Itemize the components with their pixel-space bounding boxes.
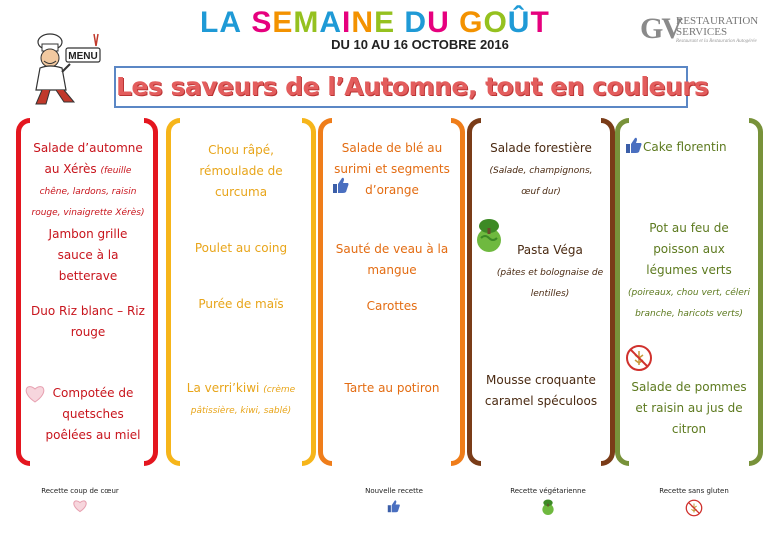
- banner-title: Les saveurs de l’Automne, tout en couleurs: [116, 72, 709, 101]
- dish: [332, 378, 452, 399]
- dish-name: Jambon grille sauce à la betterave: [48, 227, 128, 283]
- gluten-free-icon: [685, 499, 703, 517]
- bracket-right: [749, 118, 763, 466]
- dish: [38, 383, 148, 446]
- dish-name: Chou râpé, rémoulade de curcuma: [199, 143, 283, 199]
- heart-icon: [72, 499, 88, 513]
- dish-name: Poulet au coing: [194, 241, 288, 255]
- event-title-letter: D: [404, 6, 428, 39]
- brand-name: [676, 16, 758, 38]
- dish: [627, 377, 751, 440]
- bracket-right: [451, 118, 465, 466]
- dish-name: Cake florentin: [643, 140, 727, 154]
- event-title-letter: M: [293, 6, 320, 39]
- event-title-letter: T: [530, 6, 550, 39]
- dish: [184, 140, 298, 203]
- menu-banner: [114, 66, 709, 108]
- event-title-letter: [395, 6, 404, 40]
- dish: [178, 378, 304, 420]
- day-column-2: [166, 118, 316, 466]
- legend-label: Recette sans gluten: [659, 487, 729, 495]
- dish-name: Salade de blé au surimi et segments d’orange: [334, 141, 450, 197]
- dish-name: Tarte au potiron: [344, 381, 440, 395]
- legend-label: Recette coup de cœur: [41, 487, 119, 495]
- bracket-left: [16, 118, 30, 466]
- dish-note: (crème pâtissière, kiwi, sablé): [190, 385, 296, 416]
- event-title-letter: [242, 6, 251, 40]
- dish-name: Carottes: [366, 299, 418, 313]
- dish: [30, 224, 146, 287]
- day-column-4: [467, 118, 615, 466]
- dish-name: Salade de pommes et raisin au jus de citron: [631, 380, 747, 436]
- thumbs-up-icon: [625, 136, 643, 154]
- dish: [479, 138, 603, 201]
- dish-name: Purée de maïs: [198, 297, 284, 311]
- dish-note: (Salade, champignons, œuf dur): [489, 166, 593, 197]
- day-column-5: [615, 118, 763, 466]
- legend-label: Nouvelle recette: [365, 487, 423, 495]
- brand-mark: GV: [640, 12, 681, 45]
- dish-name: Salade d’automne au Xérès: [33, 141, 143, 176]
- dish-name: Mousse croquante caramel spéculoos: [484, 373, 598, 408]
- thumbs-up-icon: [387, 499, 401, 513]
- brand-name-line2: SERVICES: [676, 26, 728, 38]
- dish-name: Pot au feu de poisson aux légumes verts: [646, 221, 732, 277]
- event-title-letter: G: [459, 6, 484, 39]
- legend-gluten-free: [644, 487, 744, 517]
- dish-note: (pâtes et bolognaise de lentilles): [496, 268, 604, 299]
- event-title-letter: I: [342, 6, 352, 39]
- dish: [30, 301, 146, 343]
- event-title-letter: Û: [507, 6, 531, 39]
- legend-vegetarian: [498, 487, 598, 516]
- dish-name: La verri’kiwi: [186, 381, 260, 395]
- brand-name-line1: RESTAURATION: [676, 15, 759, 27]
- bracket-left: [318, 118, 332, 466]
- legend-new: [344, 487, 444, 513]
- chef-menu-sign: MENU: [68, 51, 98, 62]
- dish-name: Pasta Véga: [517, 243, 583, 257]
- dish: [30, 138, 146, 222]
- event-title-letter: [450, 6, 459, 40]
- dish: [332, 296, 452, 317]
- bracket-right: [302, 118, 316, 466]
- dish-name: Duo Riz blanc – Riz rouge: [31, 304, 145, 339]
- dish: [479, 370, 603, 412]
- dish: [332, 138, 452, 201]
- event-dates: DU 10 AU 16 OCTOBRE 2016: [331, 37, 509, 52]
- dish: [332, 239, 452, 281]
- dish: [184, 294, 298, 315]
- brand-logo: [640, 6, 765, 50]
- day-column-3: [318, 118, 465, 466]
- dish-note: (poireaux, chou vert, céleri branche, haricots verts): [628, 288, 750, 319]
- globe-tree-icon: [540, 499, 556, 516]
- legend-favourite: [30, 487, 130, 513]
- event-title-letter: O: [483, 6, 508, 39]
- dish-name: Salade forestière: [490, 141, 592, 155]
- event-title-letter: N: [351, 6, 375, 39]
- dish-name: Sauté de veau à la mangue: [335, 242, 449, 277]
- dish-note: (feuille chêne, lardons, raisin rouge, vinaigrette Xérès): [31, 166, 145, 218]
- legend-label: Recette végétarienne: [510, 487, 586, 495]
- brand-tagline: Restaurant et la Restauration Autogérée: [676, 39, 757, 44]
- event-title-letter: U: [427, 6, 450, 39]
- dish: [493, 240, 607, 303]
- event-title-letter: A: [219, 6, 242, 39]
- day-column-1: [16, 118, 158, 466]
- event-title-letter: L: [200, 6, 220, 39]
- dish: [184, 238, 298, 259]
- event-title-letter: A: [319, 6, 343, 39]
- event-title-letter: E: [374, 6, 396, 39]
- event-title-letter: S: [251, 6, 273, 39]
- gluten-free-icon: [625, 344, 653, 372]
- dish-name: Compotée de quetsches poêlées au miel: [45, 386, 141, 442]
- dish: [627, 218, 751, 323]
- dish: [643, 137, 743, 158]
- event-title-letter: E: [272, 6, 294, 39]
- chef-illustration: [22, 30, 108, 110]
